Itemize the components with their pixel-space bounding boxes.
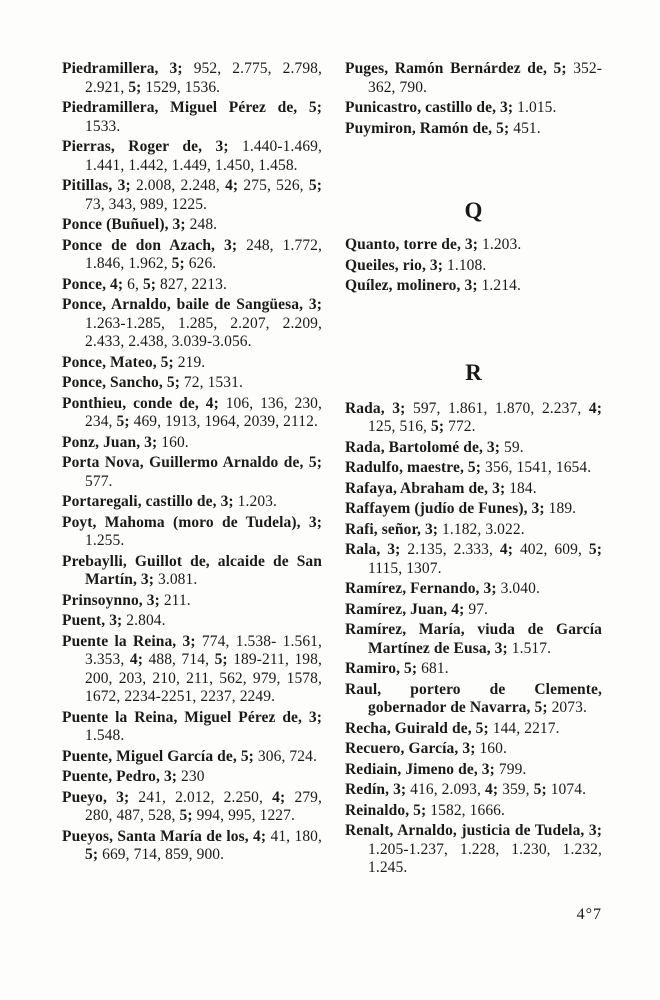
index-entry xyxy=(62,374,322,393)
entry-headword: Queiles, rio, 3; xyxy=(345,256,444,274)
index-entry xyxy=(62,99,322,136)
entry-headword: Renalt, Arnaldo, justicia de Tudela, 3; xyxy=(345,822,602,839)
index-entry xyxy=(345,601,602,620)
entry-headword: Puges, Ramón Bernárdez de, 5; xyxy=(345,60,567,77)
index-entry xyxy=(345,500,602,519)
entry-headword: 4; xyxy=(129,651,143,668)
entry-references: 41, 180, xyxy=(266,827,323,845)
index-entry xyxy=(345,99,602,118)
entry-headword: Recuero, García, 3; xyxy=(345,740,476,757)
index-entry xyxy=(62,177,322,214)
index-entry xyxy=(62,768,322,787)
entry-references: 6, xyxy=(123,275,143,293)
entry-references: 1.015. xyxy=(513,99,557,116)
entry-references: 2.135, 2.333, xyxy=(400,541,500,558)
entry-headword: Pierras, Roger de, 3; xyxy=(62,138,229,155)
entry-headword: 5; xyxy=(171,255,185,272)
index-entry xyxy=(345,459,602,478)
entry-headword: Rediain, Jimeno de, 3; xyxy=(345,760,495,778)
entry-references: 626. xyxy=(184,255,217,272)
index-entry xyxy=(345,781,602,800)
entry-references: 160. xyxy=(157,433,189,451)
entry-headword: 5; xyxy=(179,807,193,824)
entry-headword: Poyt, Mahoma (moro de Tudela), 3; xyxy=(62,513,322,531)
entry-headword: Prinsoynno, 3; xyxy=(62,591,160,609)
entry-references: 97. xyxy=(464,600,489,618)
index-entry xyxy=(345,681,602,718)
index-entry xyxy=(62,296,322,352)
entry-references: 356, 1541, 1654. xyxy=(481,459,592,476)
entry-headword: 5; xyxy=(533,781,547,798)
index-entry xyxy=(345,740,602,759)
entry-headword: 5; xyxy=(142,275,157,293)
index-entry xyxy=(345,277,602,296)
entry-headword: Ponce, Mateo, 5; xyxy=(62,353,174,371)
entry-references: 73, 343, 989, 1225. xyxy=(85,195,208,213)
page-number: 4°7 xyxy=(576,906,602,923)
entry-headword: Rafaya, Abraham de, 3; xyxy=(345,479,506,497)
entry-headword: Pueyos, Santa María de los, 4; xyxy=(62,827,267,845)
index-entry xyxy=(62,434,322,453)
index-entry xyxy=(345,120,602,139)
entry-headword: 4; xyxy=(485,781,499,798)
entry-headword: Punicastro, castillo de, 3; xyxy=(345,99,514,116)
index-entry xyxy=(62,395,322,432)
entry-headword: Ponz, Juan, 3; xyxy=(62,433,158,451)
entry-headword: 5; xyxy=(116,413,130,430)
entry-references: 359, xyxy=(498,781,534,798)
entry-headword: Puente, Pedro, 3; xyxy=(62,768,178,785)
entry-headword: Portaregali, castillo de, 3; xyxy=(62,493,234,510)
index-entry xyxy=(62,138,322,175)
entry-headword: Porta Nova, Guillermo Arnaldo de, 5; xyxy=(62,454,322,471)
entry-headword: Pitillas, 3; xyxy=(62,177,131,194)
entry-references: 2.008, 2.248, xyxy=(130,177,226,194)
entry-references: 352-362, 790. xyxy=(368,60,602,96)
entry-headword: Puente, Miguel García de, 5; xyxy=(62,747,254,765)
entry-references: 577. xyxy=(85,472,113,490)
entry-headword: Piedramillera, Miguel Pérez de, 5; xyxy=(62,99,322,116)
entry-references: 681. xyxy=(417,660,449,677)
entry-references: 416, 2.093, xyxy=(406,781,485,798)
entry-references: 1.203. xyxy=(478,236,522,253)
entry-headword: 5; xyxy=(85,846,99,863)
index-entry xyxy=(345,621,602,658)
entry-references: 189-211, 198, 200, 203, 210, 211, 562, 979, 1578, 1672, 2234-2251, 2237, 2249. xyxy=(85,651,322,705)
index-entry xyxy=(62,493,322,512)
entry-references: 160. xyxy=(475,740,507,757)
entry-headword: Ponthieu, conde de, 4; xyxy=(62,394,219,412)
entry-references: 451. xyxy=(509,119,541,137)
entry-headword: Puente la Reina, Miguel Pérez de, 3; xyxy=(62,708,322,726)
index-entry xyxy=(62,592,322,611)
entry-headword: Recha, Guirald de, 5; xyxy=(345,719,489,737)
entry-references: 3.040. xyxy=(496,580,540,597)
index-entry xyxy=(345,802,602,821)
entry-headword: Prebaylli, Guillot de, alcaide de San Martín, 3; xyxy=(62,552,322,588)
index-entry xyxy=(345,257,602,276)
entry-references: 669, 714, 859, 900. xyxy=(98,846,225,863)
entry-headword: 4; xyxy=(272,788,286,806)
entry-references: 1.214. xyxy=(477,277,521,294)
entry-references: 1.182, 3.022. xyxy=(438,520,525,538)
entry-references: 827, 2213. xyxy=(156,275,227,293)
entry-references: 230 xyxy=(177,768,205,785)
entry-headword: 5; xyxy=(128,78,142,96)
entry-headword: Pueyo, 3; xyxy=(62,788,130,806)
entry-references: 1.203. xyxy=(233,493,278,510)
entry-references: 469, 1913, 1964, 2039, 2112. xyxy=(129,413,318,430)
entry-headword: Ramírez, Fernando, 3; xyxy=(345,580,497,597)
entry-references: 799. xyxy=(494,760,527,778)
entry-references: 248, 1.772, 1.846, 1.962, xyxy=(85,236,323,272)
entry-headword: Rafi, señor, 3; xyxy=(345,520,439,538)
entry-headword: Piedramillera, 3; xyxy=(62,60,183,77)
entry-headword: 5; xyxy=(588,541,602,558)
entry-headword: Quílez, molinero, 3; xyxy=(345,277,478,294)
entry-headword: 5; xyxy=(214,651,228,668)
entry-references: 1.440-1.469, 1.441, 1.442, 1.449, 1.450, 1.458. xyxy=(85,138,322,174)
entry-headword: Radulfo, maestre, 5; xyxy=(345,459,482,476)
entry-references: 1582, 1666. xyxy=(426,801,505,819)
entry-headword: Ramírez, Juan, 4; xyxy=(345,600,465,618)
entry-headword: 5; xyxy=(308,177,322,194)
entry-headword: Ponce (Buñuel), 3; xyxy=(62,216,186,233)
entry-headword: Raul, portero de Clemente, gobernador de Navarra, 5; xyxy=(345,680,602,716)
entry-references: 1.255. xyxy=(85,532,125,549)
entry-references: 772. xyxy=(444,418,476,435)
entry-headword: Puymiron, Ramón de, 5; xyxy=(345,119,510,137)
entry-references: 994, 995, 1227. xyxy=(192,807,295,824)
entry-headword: 4; xyxy=(225,177,239,194)
left-column xyxy=(62,60,322,867)
entry-references: 144, 2217. xyxy=(488,719,560,737)
index-entry xyxy=(62,748,322,767)
entry-references: 59. xyxy=(500,438,524,456)
entry-references: 184. xyxy=(505,479,537,497)
entry-headword: Ponce de don Azach, 3; xyxy=(62,236,238,254)
index-entry xyxy=(345,761,602,780)
entry-references: 2073. xyxy=(547,699,587,716)
entry-references: 275, 526, xyxy=(238,177,309,194)
entry-references: 106, 136, 230, 234, xyxy=(85,394,322,430)
entry-headword: 4; xyxy=(499,541,514,558)
entry-references: 211. xyxy=(159,591,191,609)
index-entry xyxy=(62,789,322,826)
index-entry xyxy=(62,828,322,865)
entry-headword: Puente la Reina, 3; xyxy=(62,632,196,650)
index-entry xyxy=(345,580,602,599)
entry-references: 219. xyxy=(173,353,206,371)
entry-references: 306, 724. xyxy=(253,747,317,765)
entry-references: 1529, 1536. xyxy=(141,78,221,96)
index-entry xyxy=(345,541,602,578)
index-entry xyxy=(62,237,322,274)
entry-references: 248. xyxy=(185,216,218,233)
entry-references: 1115, 1307. xyxy=(368,559,442,577)
entry-references: 1.205-1.237, 1.228, 1.230, 1.232, 1.245. xyxy=(368,840,602,876)
entry-references: 241, 2.012, 2.250, xyxy=(129,788,273,806)
entry-references: 1074. xyxy=(546,781,587,798)
entry-headword: Redín, 3; xyxy=(345,781,407,798)
entry-headword: Rada, 3; xyxy=(345,399,406,417)
index-entry xyxy=(62,553,322,590)
index-entry xyxy=(62,276,322,295)
entry-headword: Quanto, torre de, 3; xyxy=(345,236,479,253)
entry-headword: Ramírez, María, viuda de García Martínez de Eusa, 3; xyxy=(345,621,602,657)
entry-references: 189. xyxy=(544,500,577,517)
entry-headword: Rala, 3; xyxy=(345,541,401,558)
entry-references: 402, 609, xyxy=(513,541,589,558)
entry-headword: Puent, 3; xyxy=(62,612,123,629)
index-entry xyxy=(62,216,322,235)
index-entry xyxy=(62,612,322,631)
entry-headword: Raffayem (judío de Funes), 3; xyxy=(345,500,545,517)
entry-references: 3.081. xyxy=(154,571,198,588)
entry-headword: Ponce, Sancho, 5; xyxy=(62,374,180,391)
entry-references: 597, 1.861, 1.870, 2.237, xyxy=(405,399,589,417)
section-header-q: Q xyxy=(464,198,483,223)
entry-references: 774, 1.538- 1.561, 3.353, xyxy=(85,632,322,668)
entry-references: 279, 280, 487, 528, xyxy=(85,788,322,824)
entry-headword: Ramiro, 5; xyxy=(345,660,418,677)
index-entry xyxy=(345,60,602,97)
right-column xyxy=(345,60,602,880)
entry-headword: Ponce, 4; xyxy=(62,275,124,293)
entry-references: 1.517. xyxy=(507,639,552,657)
entry-references: 1533. xyxy=(85,117,121,135)
index-entry xyxy=(345,720,602,739)
index-entry xyxy=(62,454,322,491)
index-entry xyxy=(345,236,602,255)
index-entry xyxy=(345,439,602,458)
index-entry xyxy=(62,633,322,707)
entry-headword: Rada, Bartolomé de, 3; xyxy=(345,438,501,456)
entry-references: 1.263-1.285, 1.285, 2.207, 2.209, 2.433, 2.438, 3.039-3.056. xyxy=(85,314,322,350)
entry-headword: 5; xyxy=(431,418,445,435)
index-entry xyxy=(345,822,602,878)
entry-references: 952, 2.775, 2.798, 2.921, xyxy=(85,60,322,96)
index-entry xyxy=(62,60,322,97)
section-header-r: R xyxy=(465,359,482,385)
entry-references: 488, 714, xyxy=(142,651,215,668)
index-entry xyxy=(345,480,602,499)
entry-references: 1.108. xyxy=(443,256,487,274)
index-entry xyxy=(62,709,322,746)
entry-references: 2.804. xyxy=(122,612,166,629)
entry-headword: Ponce, Arnaldo, baile de Sangüesa, 3; xyxy=(62,296,322,313)
index-entry xyxy=(345,521,602,540)
entry-references: 1.548. xyxy=(85,727,125,744)
entry-references: 72, 1531. xyxy=(179,374,243,391)
entry-headword: 4; xyxy=(588,399,602,417)
index-entry xyxy=(62,514,322,551)
entry-references: 125, 516, xyxy=(368,418,431,435)
index-entry xyxy=(345,400,602,437)
index-entry xyxy=(345,660,602,679)
entry-headword: Reinaldo, 5; xyxy=(345,801,427,819)
index-entry xyxy=(62,354,322,373)
